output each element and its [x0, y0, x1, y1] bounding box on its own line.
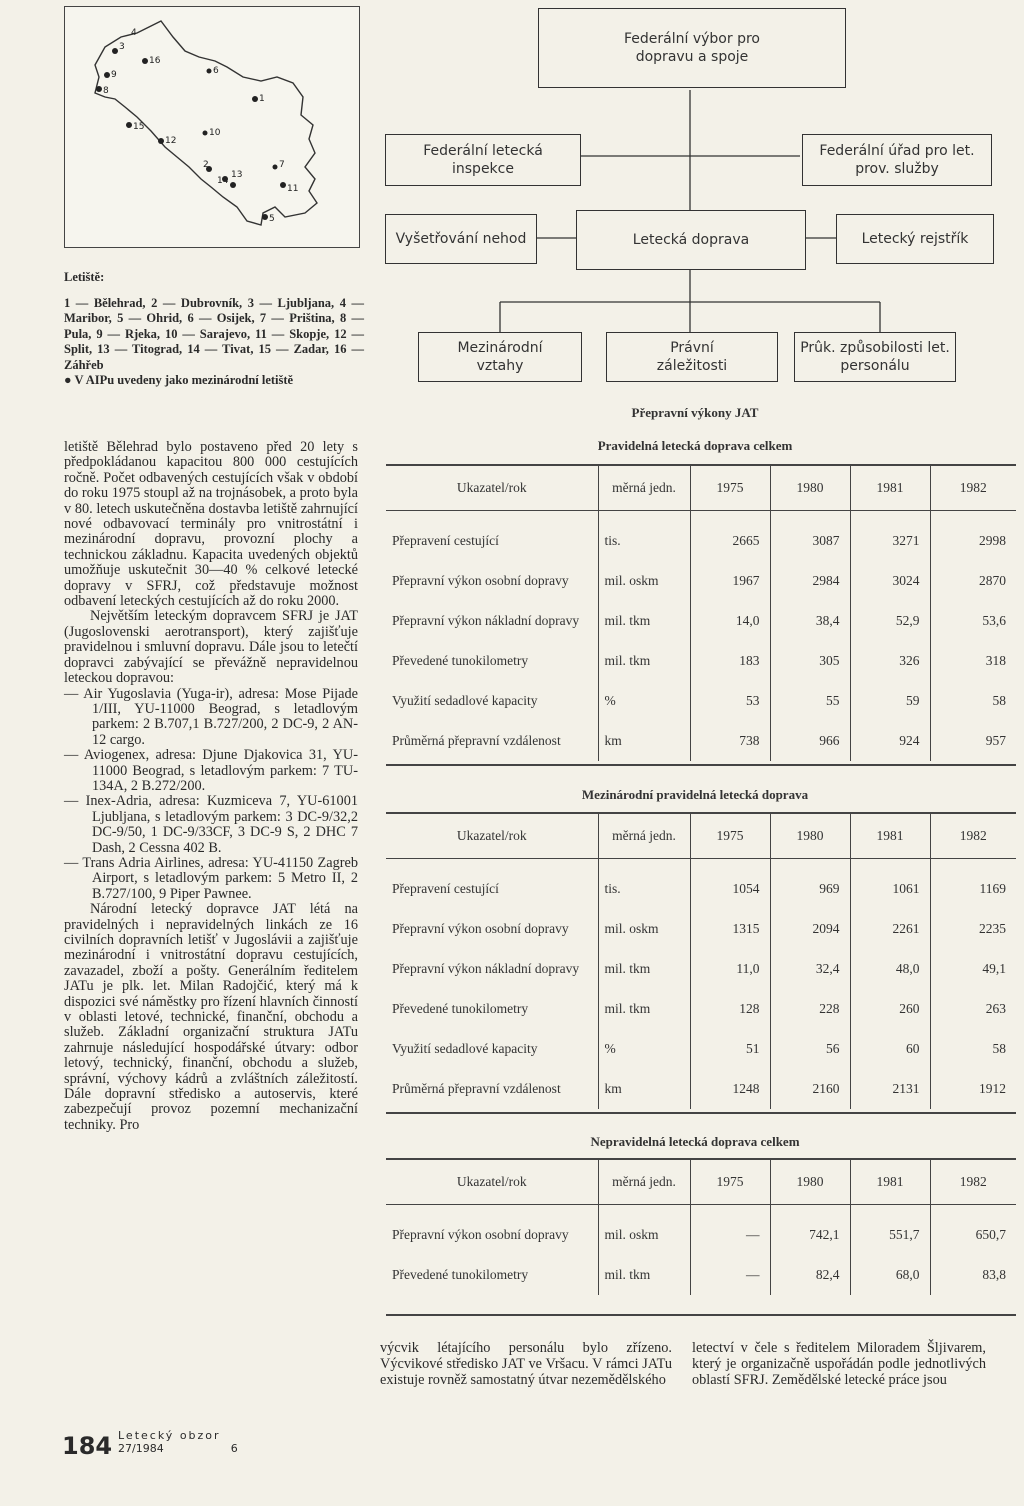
map-label: 16	[149, 56, 161, 66]
org-chart	[380, 6, 1010, 386]
table-row	[386, 1255, 1016, 1295]
row-value: 2160	[770, 1069, 850, 1109]
row-value: 3271	[850, 511, 930, 562]
row-value: 2984	[770, 561, 850, 601]
table-row	[386, 859, 1016, 910]
row-unit: mil. tkm	[598, 601, 690, 641]
org-box-register: Letecký rejstřík	[836, 214, 994, 264]
org-box-personnel: Prûk. způsobilosti let. personálu	[794, 332, 956, 382]
magazine-title: Letecký obzor	[118, 1429, 221, 1442]
row-value: 1315	[690, 909, 770, 949]
row-label: Průměrná přepravní vzdálenost	[392, 733, 561, 748]
row-value: 957	[930, 721, 1016, 761]
row-value: 32,4	[770, 949, 850, 989]
row-label: Převedené tunokilometry	[392, 653, 529, 668]
org-box-federal-committee: Federální výbor pro dopravu a spoje	[538, 8, 846, 88]
row-value: 1169	[930, 859, 1016, 910]
org-box-inspection: Federální letecká inspekce	[385, 134, 581, 186]
tables-heading: Přepravní výkony JAT	[631, 405, 759, 420]
header-year: 1980	[770, 466, 850, 511]
row-value: 2870	[930, 561, 1016, 601]
row-unit: mil. tkm	[598, 641, 690, 681]
row-value: 3087	[770, 511, 850, 562]
row-unit: mil. tkm	[598, 1255, 690, 1295]
map-label: 14	[217, 176, 229, 186]
row-label: Průměrná přepravní vzdálenost	[392, 1081, 561, 1096]
yugoslavia-map-outline	[65, 7, 359, 247]
map-label: 3	[119, 42, 125, 52]
row-value: —	[690, 1205, 770, 1256]
org-box-air-transport: Letecká doprava	[576, 210, 806, 270]
map-label: 8	[103, 86, 109, 96]
row-value: 2235	[930, 909, 1016, 949]
map-label: 4	[131, 28, 137, 38]
table-row	[386, 949, 1016, 989]
row-value: 59	[850, 681, 930, 721]
row-value: 58	[930, 681, 1016, 721]
org-box-investigation: Vyšetřování nehod	[385, 214, 537, 264]
legend-heading: Letiště:	[64, 270, 105, 284]
header-year: 1981	[850, 814, 930, 859]
table1-title: Pravidelná letecká doprava celkem	[597, 438, 793, 453]
header-year: 1980	[770, 814, 850, 859]
row-value: 183	[690, 641, 770, 681]
table-row	[386, 1205, 1016, 1256]
row-value: 966	[770, 721, 850, 761]
row-unit: mil. tkm	[598, 949, 690, 989]
body-column-middle: výcvik létajícího personálu bylo zřízeno. Výcvikové středisko JAT ve Vršacu. V rámci JATu existuje rovněž samostatný útvar nezemědělského	[380, 1340, 672, 1388]
org-box-legal: Právní záležitosti	[606, 332, 778, 382]
row-value: 969	[770, 859, 850, 910]
map-label: 9	[111, 70, 117, 80]
map-label: 2	[203, 160, 209, 170]
table-regular	[386, 466, 1016, 761]
row-unit: tis.	[598, 511, 690, 562]
row-value: 53,6	[930, 601, 1016, 641]
row-value: 83,8	[930, 1255, 1016, 1295]
row-label: Přepravní výkon osobní dopravy	[392, 573, 569, 588]
row-value: 82,4	[770, 1255, 850, 1295]
table2-title: Mezinárodní pravidelná letecká doprava	[581, 787, 809, 802]
magazine-footer	[118, 1430, 238, 1454]
airport-map	[64, 6, 360, 248]
row-value: 305	[770, 641, 850, 681]
row-label: Převedené tunokilometry	[392, 1001, 529, 1016]
carrier-item: — Aviogenex, adresa: Djune Djakovica 31, YU-11000 Beograd, s letadlovým parkem: 7 TU-134A, 2 B.272/200.	[64, 747, 358, 794]
table-irregular	[386, 1160, 1016, 1295]
map-label: 13	[231, 170, 243, 180]
row-value: 68,0	[850, 1255, 930, 1295]
row-value: —	[690, 1255, 770, 1295]
row-value: 3024	[850, 561, 930, 601]
map-label: 12	[165, 136, 177, 146]
table-row	[386, 989, 1016, 1029]
row-value: 51	[690, 1029, 770, 1069]
row-value: 742,1	[770, 1205, 850, 1256]
row-value: 11,0	[690, 949, 770, 989]
carrier-item: — Inex-Adria, adresa: Kuzmiceva 7, YU-61001 Ljubljana, s letadlovým parkem: 3 DC-9/32,2 DC-9/50, 1 DC-9/33CF, 3 DC-9 S, 2 DHC 7 Dash, 2 Cessna 402 B.	[64, 793, 358, 856]
header-year: 1982	[930, 466, 1016, 511]
map-label: 10	[209, 128, 221, 138]
row-unit: mil. oskm	[598, 561, 690, 601]
map-label: 5	[269, 214, 275, 224]
row-unit: mil. oskm	[598, 909, 690, 949]
table3-title: Nepravidelná letecká doprava celkem	[590, 1134, 800, 1149]
row-value: 52,9	[850, 601, 930, 641]
map-legend	[64, 270, 364, 389]
row-unit: mil. tkm	[598, 989, 690, 1029]
table-row	[386, 1069, 1016, 1109]
row-value: 2131	[850, 1069, 930, 1109]
row-value: 2094	[770, 909, 850, 949]
row-value: 60	[850, 1029, 930, 1069]
row-value: 49,1	[930, 949, 1016, 989]
row-value: 38,4	[770, 601, 850, 641]
row-value: 228	[770, 989, 850, 1029]
body-column-left	[64, 440, 358, 1133]
row-label: Přepravení cestující	[392, 881, 499, 896]
row-value: 48,0	[850, 949, 930, 989]
row-label: Přepravní výkon nákladní dopravy	[392, 613, 580, 628]
row-value: 1061	[850, 859, 930, 910]
header-unit: měrná jedn.	[598, 814, 690, 859]
page-number: 184	[62, 1432, 113, 1460]
header-indicator: Ukazatel/rok	[386, 1160, 598, 1205]
map-label: 1	[259, 94, 265, 104]
row-unit: mil. oskm	[598, 1205, 690, 1256]
row-value: 1967	[690, 561, 770, 601]
header-year: 1982	[930, 814, 1016, 859]
header-year: 1975	[690, 814, 770, 859]
table-row	[386, 641, 1016, 681]
row-value: 58	[930, 1029, 1016, 1069]
header-year: 1980	[770, 1160, 850, 1205]
legend-note: ● V AIPu uvedeny jako mezinárodní letiště	[64, 373, 294, 387]
row-value: 2998	[930, 511, 1016, 562]
header-unit: měrná jedn.	[598, 466, 690, 511]
row-unit: %	[598, 681, 690, 721]
row-value: 260	[850, 989, 930, 1029]
map-label: 6	[213, 66, 219, 76]
row-value: 1248	[690, 1069, 770, 1109]
org-box-international: Mezinárodní vztahy	[418, 332, 582, 382]
row-label: Přepravní výkon nákladní dopravy	[392, 961, 580, 976]
row-value: 318	[930, 641, 1016, 681]
body-column-right: letectví v čele s ředitelem Miloradem Šljivarem, který je organizačně uspořádán podle jednotlivých oblastí SFRJ. Zemědělské letecké práce jsou	[692, 1340, 986, 1388]
row-value: 1054	[690, 859, 770, 910]
carrier-item: — Air Yugoslavia (Yuga-ir), adresa: Mose Pijade 1/III, YU-11000 Beograd, s letadlovým parkem: 2 B.707,1 B.727/200, 2 DC-9, 2 AN-12 cargo.	[64, 685, 358, 748]
row-value: 53	[690, 681, 770, 721]
row-unit: km	[598, 1069, 690, 1109]
row-value: 263	[930, 989, 1016, 1029]
row-value: 738	[690, 721, 770, 761]
row-label: Využití sedadlové kapacity	[392, 1041, 538, 1056]
row-unit: tis.	[598, 859, 690, 910]
row-value: 924	[850, 721, 930, 761]
magazine-issue: 27/1984	[118, 1442, 164, 1455]
row-value: 1912	[930, 1069, 1016, 1109]
table-row	[386, 511, 1016, 562]
table-row	[386, 721, 1016, 761]
table-international	[386, 814, 1016, 1109]
org-box-office: Federální úřad pro let. prov. služby	[802, 134, 992, 186]
row-label: Využití sedadlové kapacity	[392, 693, 538, 708]
row-value: 650,7	[930, 1205, 1016, 1256]
table-row	[386, 909, 1016, 949]
body-paragraph: letiště Bělehrad bylo postaveno před 20 lety s předpokládanou kapacitou 800 000 cestujících ročně. Počet odbavených cestujících však v období do roku 1975 stoupl až na trojnásobek, a proto byla v 80. letech uskutečněna dostavba letiště zahrnující nové odbavovací terminály pro vnitrostátní i mezinárodní dopravu, provozní plochy a technickou základnu. Kapacita uvedených objektů umožňuje uskutečnit 30—40 % celkové letecké dopravy v SFRJ, což představuje možnost odbavení leteckých cestujících až do roku 2000.	[64, 439, 358, 610]
legend-airports: 1 — Bělehrad, 2 — Dubrovník, 3 — Ljubljana, 4 — Maribor, 5 — Ohrid, 6 — Osijek, 7 — Priština, 8 — Pula, 9 — Rjeka, 10 — Sarajevo, 11 — Skopje, 12 — Split, 13 — Titograd, 14 — Tivat, 15 — Zadar, 16 — Záhřeb	[64, 295, 364, 372]
row-unit: %	[598, 1029, 690, 1069]
row-label: Přepravní výkon osobní dopravy	[392, 921, 569, 936]
map-label: 11	[287, 184, 299, 194]
row-value: 2665	[690, 511, 770, 562]
row-value: 326	[850, 641, 930, 681]
row-value: 14,0	[690, 601, 770, 641]
row-value: 551,7	[850, 1205, 930, 1256]
table-row	[386, 681, 1016, 721]
row-value: 56	[770, 1029, 850, 1069]
row-unit: km	[598, 721, 690, 761]
table-row	[386, 1029, 1016, 1069]
body-paragraph: Národní letecký dopravce JAT létá na pravidelných i nepravidelných linkách ze 16 civilních dopravních letišť v Jugoslávii a zajišťuje mezinárodní i vnitrostátní dopravu cestujících, zavazadel, zboží a pošty. Generálním ředitelem JATu je plk. let. Milan Radojčić, který má k dispozici své náměstky pro řízení hlavních činností v oblasti letové, technické, finanční, obchodu a služeb. Základní organizační struktura JATu zahrnuje následující hospodářské útvary: odbor letový, technický, finanční, obchodu a služeb, správní, výchovy kádrů a zvláštních záležitostí. Dále dopravní středisko a autoservis, které zabezpečují provoz pozemní mechanizační techniky. Pro	[64, 901, 358, 1133]
map-label: 15	[133, 122, 145, 132]
row-value: 128	[690, 989, 770, 1029]
header-year: 1982	[930, 1160, 1016, 1205]
magazine-number: 6	[230, 1442, 238, 1455]
row-label: Přepravení cestující	[392, 533, 499, 548]
header-year: 1981	[850, 466, 930, 511]
body-paragraph: Největším leteckým dopravcem SFRJ je JAT (Jugoslovenski aerotransport), který zajišťuje pravidelnou i smluvní dopravu. Dále jsou to letečtí dopravci zabývající se převážně nepravidelnou leteckou dopravou:	[64, 608, 358, 687]
table-row	[386, 601, 1016, 641]
carrier-item: — Trans Adria Airlines, adresa: YU-41150 Zagreb Airport, s letadlovým parkem: 5 Metro II, 2 B.727/100, 9 Piper Pawnee.	[64, 854, 358, 902]
header-year: 1981	[850, 1160, 930, 1205]
header-year: 1975	[690, 466, 770, 511]
header-indicator: Ukazatel/rok	[386, 814, 598, 859]
filled-circle-icon: ●	[64, 373, 75, 387]
header-indicator: Ukazatel/rok	[386, 466, 598, 511]
header-year: 1975	[690, 1160, 770, 1205]
table-row	[386, 561, 1016, 601]
header-unit: měrná jedn.	[598, 1160, 690, 1205]
row-value: 55	[770, 681, 850, 721]
row-value: 2261	[850, 909, 930, 949]
map-label: 7	[279, 160, 285, 170]
row-label: Přepravní výkon osobní dopravy	[392, 1227, 569, 1242]
row-label: Převedené tunokilometry	[392, 1267, 529, 1282]
